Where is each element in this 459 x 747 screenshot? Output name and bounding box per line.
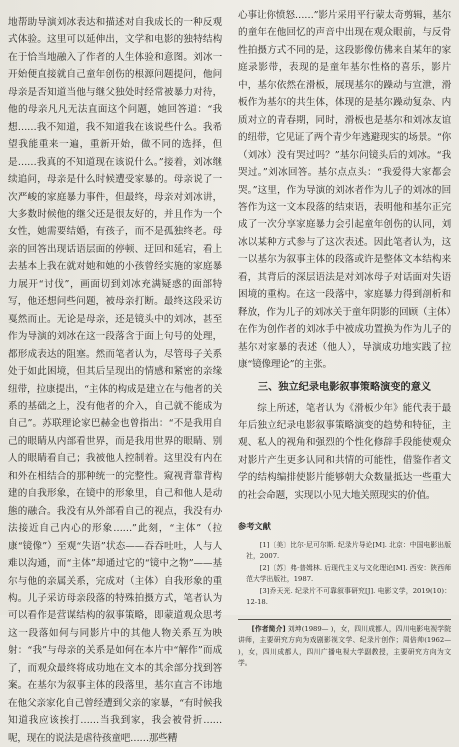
- body-paragraph: 心事让你愤怒……”影片采用平行蒙太奇剪辑，基尔的童年在他回忆的声音中出现在观众眼前，与反骨性拍摄方式不同的是，这段影像仿佛来自某年的家庭录影带，表现的是童年基尔性格的喜乐，影片中，基尔依然在滑板，展现基尔的躁动与宣泄，滑板作为基尔的共生体，体现的是基尔躁动复杂、内质对立的青春期，同时，滑板也是基尔和刘冰友谊的纽带，它见证了两个青少年逃避现实的场景。“你（刘冰）没有哭过吗？”基尔问镜头后的刘冰。“我哭过。”刘冰回答。基尔点点头：“我爱得大家都会哭。”这里，作为导演的刘冰者作为儿子的刘冰的回答作为这一文本段落的结束语，表明他和基尔正完成了一次分享家庭暴力会引起童年创伤的认同，刘冰以某种方式参与了这次表述。因此笔者认为，这一以基尔为叙事主体的段落或许是整体文本结构来看，其背后的深层语法是对刘冰母子对话面对失语困境的重构。在这一段落中，家庭暴力得到剖析和释放，作为儿子的刘冰关于童年阴影的回顾（主体）在作为创作者的刘冰手中被成功置换为作为儿子的基尔对家暴的表述（他人），导演成功地实践了拉康“镜像理论”的主张。: [238, 10, 451, 371]
- left-column: [8, 14, 222, 747]
- references-heading: 参考文献: [238, 521, 271, 532]
- right-column: [238, 7, 451, 670]
- footnote-divider: [238, 619, 451, 620]
- author-note: [238, 624, 451, 670]
- reference-item: [2]〔苏〕弗·普姆林. 后现代主义与文化理论[M]. 西安：陕西师范大学出版社，1987.: [246, 563, 451, 584]
- body-paragraph: 地帮助导演刘冰表达和描述对自我成长的一种反观式体验。这里可以延伸出，文学和电影的独特结构在于恰当地融入了作者的人生体验和意图。刘冰一开始便直接就自己童年创伤的根源问题提问，他问母亲是否知道当他与继父独处时经常被暴力对待，他的母亲凡凡无法直面这个问题，她回答道：“我想……我不知道，我不知道我在该说些什么。我希望我能重来一遍，重新开始，做不同的选择，但是……我真的不知道现在该说什么。”接着，刘冰继续追问，母亲是什么时候遭受家暴的。母亲说了一次严峻的家庭暴力事件，但最终，母亲对刘冰讲，大多数时候他的继父还是很友好的，并且作为一个女性，她需要结婚，有孩子，而不是孤独终老。母亲的回答出现话语层面的停顿、迂回和延宕，看上去基本上我在就对她和她的小孩曾经实施的家庭暴力展开“讨伐”，画面切到刘冰充满疑惑的面部特写，他还想问些问题，被母亲打断。最终这段采访戛然而止。无论是母亲，还是镜头中的刘冰，甚至作为导演的刘冰在这一段落含于面上句号的处理，都形成表达的阻塞。然而笔者认为，尽管母子关系处于如此困境，但其后呈现出的情感和紧密的亲缘纽带，拉康提出，“主体的构成是建立在与他者的关系的基础之上，没有他者的介入，自己就不能成为自己”。苏联理论家巴赫金也曾指出：“不是我用自己的眼睛从内部看世界，而是我用世界的眼睛、别人的眼睛看自己；我被他人控制着。这里没有内在和外在相结合的那种统一的完整性。窥视背靠背构建的自我形象，在镜中的形象里，自己和他人是动態的融合。我没有从外部看自己的视点，我没有办法接近自己内心的形象……”此刻，“主体”（拉康“镜像”）至观“失语”状态——吞吞吐吐，人与人难以沟通，而“主体”却通过它的“镜中之物”——基尔与他的亲属关系，完成对（主体）自我形象的重构。儿子采访母亲段落的特殊拍摄方式，笔者认为可以看作是营谋结构的叙事策略，即蒙道观众思考这一段落如何与同影片中的其他人物关系互为映射：“我”与母亲的关系是如何在本片中“解作”而成了，而观众最终将成功地在文本的其余部分找到答案。在基尔为叙事主体的段落里，基尔直言不讳地在他父亲家化自己曾经遭到父亲的家暴，“有时候我知道我应该挨打……当我到家，我会被骨折……呢，现在的说法是虐待孩童吧……那些糟: [8, 17, 222, 744]
- reference-item: [1]〔美〕比尔·尼可尔斯. 纪录片导论[M]. 北京：中国电影出版社，2007.: [246, 540, 451, 561]
- author-note-text: 刘坤(1989— )，女，四川成都人，四川电影电视学院讲师，主要研究方向为戏剧影视文学、纪录片创作；周倍帅(1962— )，女，四川成都人，四川广播电视大学副教授，主要研究方向为文学。: [238, 624, 451, 668]
- reference-item: [3]乔天光. 纪录片不可靠叙事研究[J]. 电影文学，2019(10)：12-18.: [246, 586, 451, 607]
- body-paragraph: 综上所述，笔者认为《滑板少年》能代表于最年后独立纪录电影叙事策略演变的趋势和特征，主观、私人的视角和强烈的个性化修辞手段能使观众对影片产生更多认同和共情的可能性，借鉴作者文学的结构编排使影片能够朝大众数量抵达一些重大的社会命题，实现以小见大地关照现实的价值。: [238, 402, 451, 501]
- section-heading: 三、独立纪录电影叙事策略演变的意义: [257, 381, 432, 393]
- author-note-label: [作者简介]: [251, 624, 286, 633]
